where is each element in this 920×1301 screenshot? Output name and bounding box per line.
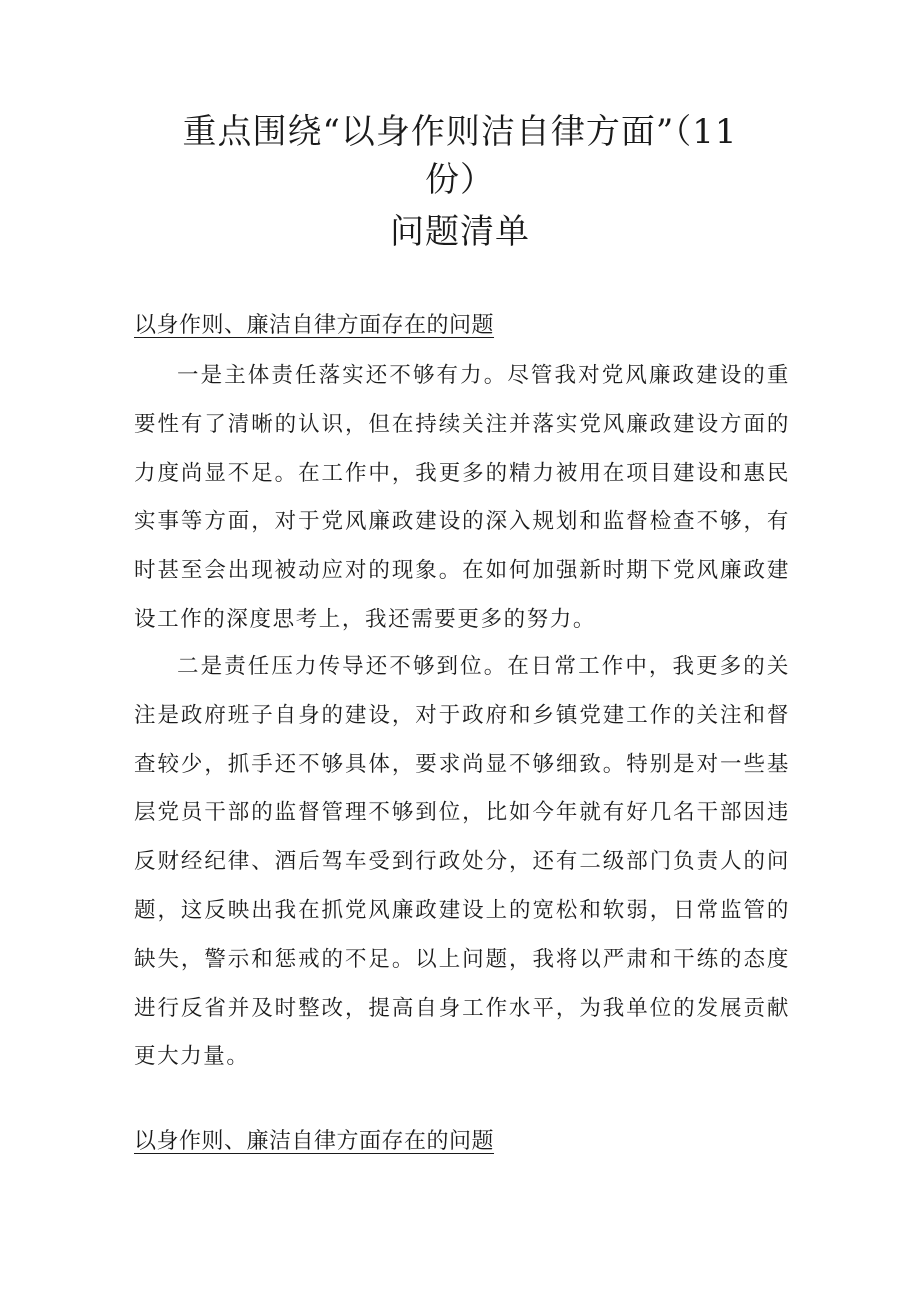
document-title-line-3: 问题清单: [390, 212, 530, 252]
paragraph-1: 一是主体责任落实还不够有力。尽管我对党风廉政建设的重要性有了清晰的认识，但在持续关注并落实党风廉政建设方面的力度尚显不足。在工作中，我更多的精力被用在项目建设和惠民实事等方面，对于党风廉政建设的深入规划和监督检查不够，有时甚至会出现被动应对的现象。在如何加强新时期下党风廉政建设工作的深度思考上，我还需要更多的努力。: [134, 363, 790, 632]
section-heading-1: 以身作则、廉洁自律方面存在的问题: [134, 313, 495, 338]
section-heading-2: 以身作则、廉洁自律方面存在的问题: [134, 1129, 495, 1154]
paragraph-2: 二是责任压力传导还不够到位。在日常工作中，我更多的关注是政府班子自身的建设，对于政府和乡镇党建工作的关注和督查较少，抓手还不够具体，要求尚显不够细致。特别是对一些基层党员干部的监督管理不够到位，比如今年就有好几名干部因违反财经纪律、酒后驾车受到行政处分，还有二级部门负责人的问题，这反映出我在抓党风廉政建设上的宽松和软弱，日常监管的缺失，警示和惩戒的不足。以上问题，我将以严肃和干练的态度进行反省并及时整改，提高自身工作水平，为我单位的发展贡献更大力量。: [134, 654, 790, 1070]
document-title-line-1: 重点围绕“以身作则洁自律方面”（11: [182, 112, 738, 152]
document-title-line-2: 份）: [425, 160, 495, 200]
